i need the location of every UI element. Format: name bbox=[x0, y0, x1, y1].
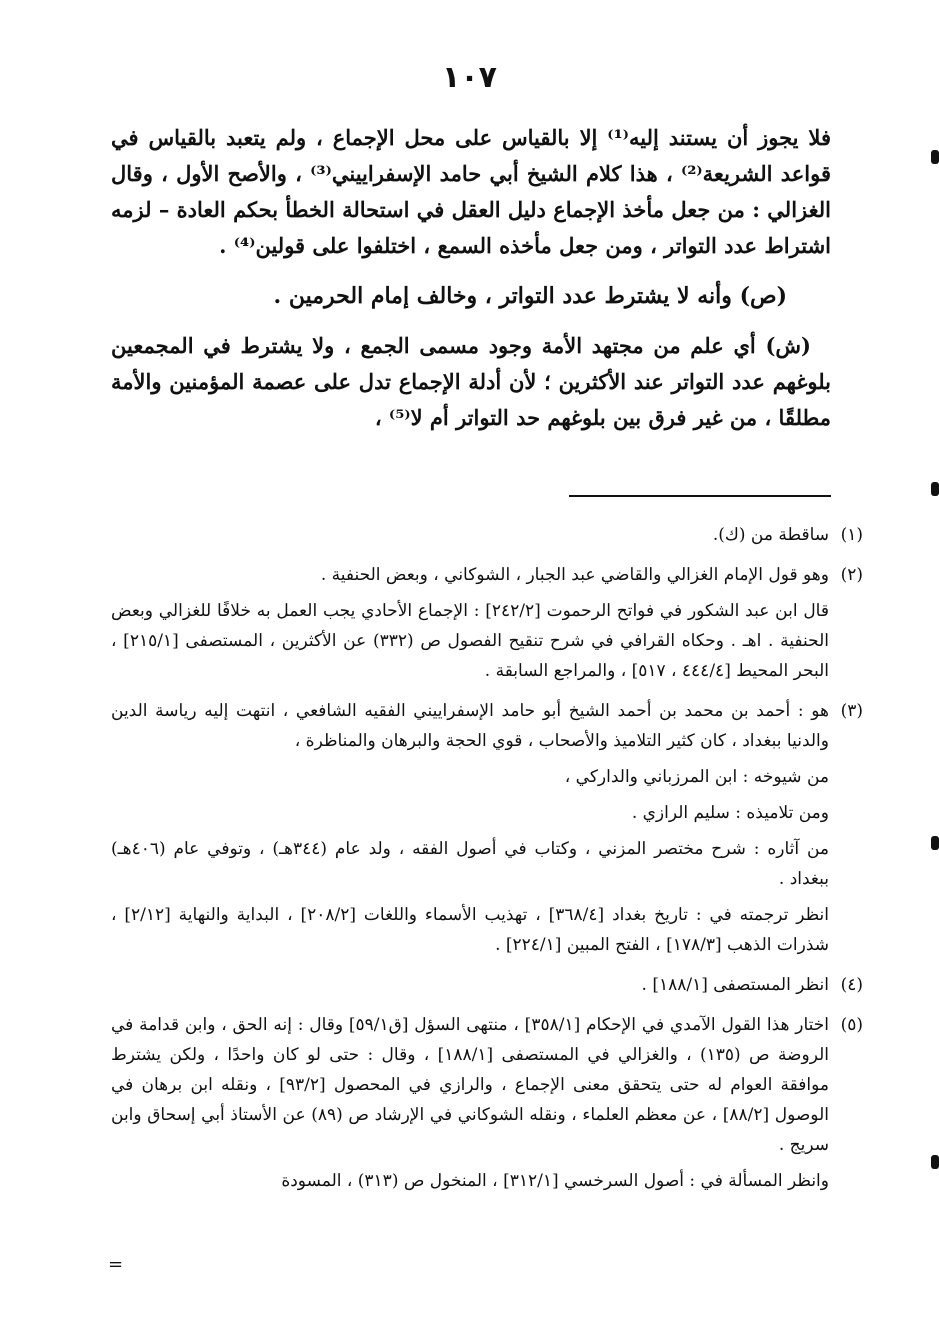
footnote bbox=[111, 696, 863, 966]
main-text bbox=[111, 120, 831, 436]
footnote-body bbox=[111, 560, 829, 692]
footnote-text: انظر المستصفى [١٨٨/١] . bbox=[641, 975, 829, 995]
margin-mark bbox=[931, 150, 939, 164]
footnote-text: انظر ترجمته في : تاريخ بغداد [٣٦٨/٤] ، تهذيب الأسماء واللغات [٢٠٨/٢] ، البداية والنهاية [٢/١٢] ، شذرات الذهب [١٧٨/٣] ، الفتح المبين [٢٢٤/١] . bbox=[111, 905, 829, 955]
footnote-body bbox=[111, 520, 829, 556]
sharh-paragraph: (ش) أي علم من مجتهد الأمة وجود مسمى الجمع ، ولا يشترط في المجمعين بلوغهم عدد التواتر عند الأكثرين ؛ لأن أدلة الإجماع تدل على عصمة المؤمنين والأمة مطلقًا ، من غير فرق بين بلوغهم حد التواتر أم لا⁽⁵⁾ ، bbox=[111, 333, 831, 430]
footnotes bbox=[111, 520, 863, 1206]
footnote-body bbox=[111, 970, 829, 1006]
footnote-number: (٢) bbox=[840, 565, 863, 585]
footnote-text: ساقطة من (ك). bbox=[712, 525, 829, 545]
footnote-number: (٣) bbox=[840, 701, 863, 721]
matn-paragraph: (ص) وأنه لا يشترط عدد التواتر ، وخالف إمام الحرمين . bbox=[273, 283, 787, 309]
footnote-number: (٥) bbox=[840, 1015, 863, 1035]
continuation-mark: = bbox=[108, 1254, 124, 1275]
footnote-text: من آثاره : شرح مختصر المزني ، وكتاب في أصول الفقه ، ولد عام (٣٤٤هـ) ، وتوفي عام (٤٠٦هـ) ببغداد . bbox=[111, 839, 829, 889]
footnote-number: (١) bbox=[840, 525, 863, 545]
footnote-separator bbox=[569, 495, 831, 497]
footnote-body bbox=[111, 1010, 829, 1202]
footnote-text: قال ابن عبد الشكور في فواتح الرحموت [٢٤٢/٢] : الإجماع الأحادي يجب العمل به خلافًا للغزالي وبعض الحنفية . اهـ . وحكاه القرافي في شرح تنقيح الفصول ص (٣٣٢) عن الأكثرين ، المستصفى [٢١٥/١] ، البحر المحيط [٤٤٤/٤ ، ٥١٧] ، والمراجع السابقة . bbox=[111, 601, 829, 681]
margin-mark bbox=[931, 482, 939, 496]
margin-mark bbox=[931, 836, 939, 850]
main-paragraph: فلا يجوز أن يستند إليه⁽¹⁾ إلا بالقياس على محل الإجماع ، ولم يتعبد بالقياس في قواعد الشريعة⁽²⁾ ، هذا كلام الشيخ أبي حامد الإسفراييني⁽³⁾ ، والأصح الأول ، وقال الغزالي : من جعل مأخذ الإجماع دليل العقل في استحالة الخطأ بحكم العادة – لزمه اشتراط عدد التواتر ، ومن جعل مأخذه السمع ، اختلفوا على قولين⁽⁴⁾ . bbox=[111, 125, 831, 258]
footnote-number: (٤) bbox=[840, 975, 863, 995]
footnote-text: من شيوخه : ابن المرزباني والداركي ، bbox=[564, 767, 829, 787]
footnote bbox=[111, 520, 863, 556]
footnote-text: هو : أحمد بن محمد بن أحمد الشيخ أبو حامد الإسفراييني الفقيه الشافعي ، انتهت إليه رياسة الدين والدنيا ببغداد ، كان كثير التلاميذ والأصحاب ، قوي الحجة والبرهان والمناظرة ، bbox=[111, 701, 829, 751]
footnote-text: وانظر المسألة في : أصول السرخسي [٣١٢/١] ، المنخول ص (٣١٣) ، المسودة bbox=[281, 1171, 829, 1191]
footnote bbox=[111, 1010, 863, 1202]
footnote bbox=[111, 970, 863, 1006]
footnote-body bbox=[111, 696, 829, 966]
page-number: ١٠٧ bbox=[442, 60, 497, 95]
footnote bbox=[111, 560, 863, 692]
footnote-text: ومن تلاميذه : سليم الرازي . bbox=[631, 803, 829, 823]
margin-mark bbox=[931, 1155, 939, 1169]
footnote-text: اختار هذا القول الآمدي في الإحكام [٣٥٨/١] ، منتهى السؤل [ق٥٩/١] وقال : إنه الحق ، وابن قدامة في الروضة ص (١٣٥) ، والغزالي في المستصفى [١٨٨/١] ، وقال : حتى لو كان واحدًا ، ولكن يشترط موافقة العوام له حتى يتحقق معنى الإجماع ، والرازي في المحصول [٩٣/٢] ، ونقله ابن برهان في الوصول [٨٨/٢] ، عن معظم العلماء ، ونقله الشوكاني في الإرشاد ص (٨٩) عن الأستاذ أبي إسحاق وابن سريج . bbox=[111, 1015, 830, 1155]
footnote-text: وهو قول الإمام الغزالي والقاضي عبد الجبار ، الشوكاني ، وبعض الحنفية . bbox=[320, 565, 829, 585]
